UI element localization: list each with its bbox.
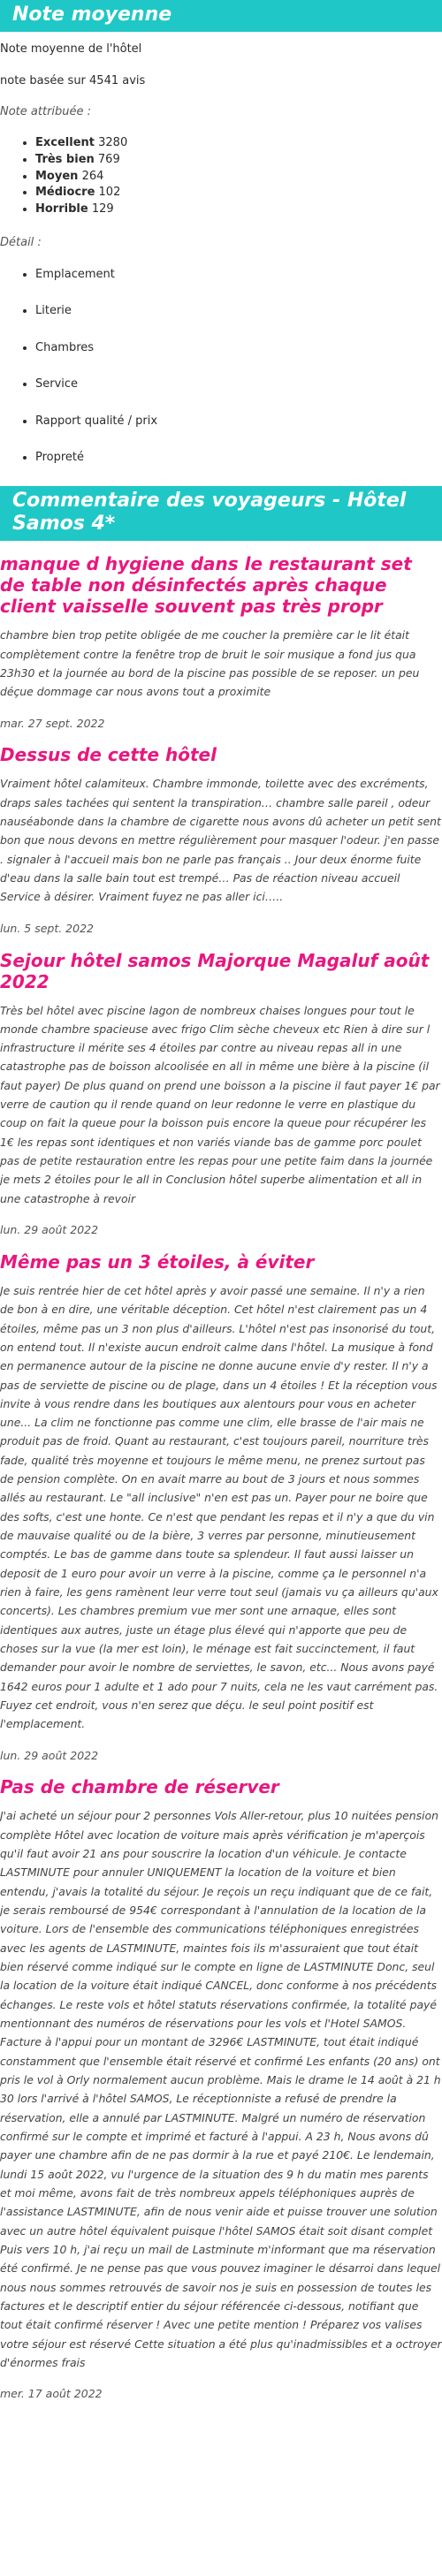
review-item [0, 744, 442, 937]
rating-item [35, 201, 442, 218]
reviews-section-header: Commentaire des voyageurs - Hôtel Samos 4* [0, 486, 442, 542]
rating-count: 264 [81, 169, 104, 183]
detail-item: • Propreté [35, 449, 442, 467]
note-section-header: Note moyenne [0, 0, 442, 32]
rating-count: 129 [91, 202, 114, 217]
rating-item [35, 185, 442, 201]
review-body: Vraiment hôtel calamiteux. Chambre immonde, toilette avec des excréments, draps sales tachées qui sentent la transpiration… chambre salle pareil , odeur nauséabonde dans la chambre de cigarette nous avons dû acheter un petit sent bon que nous devons en mettre régulièrement pour masquer l'odeur. j'en passe . signaler à l'accueil mais bon ne parle pas français .. Jour deux énorme fuite d'eau dans la salle bain tout est trempé… Pas de réaction niveau accueil Service à désirer. Vraiment fuyez ne pas aller ici….. [0, 777, 441, 904]
review-title: manque d hygiene dans le restaurant set de table non désinfectés après chaque client vaisselle souvent pas très propr [0, 553, 412, 618]
review-date: mer. 17 août 2022 [0, 2387, 103, 2401]
rating-label: Très bien [35, 152, 95, 166]
rating-label: Horrible [35, 202, 88, 217]
detail-item: • Service [35, 376, 442, 393]
rating-count: 3280 [98, 135, 128, 149]
review-title: Pas de chambre de réserver [0, 1776, 279, 1798]
review-body: chambre bien trop petite obligée de me coucher la première car le lit était complètement contre la fenêtre trop de bruit le soir musique a fond jus qua 23h30 et la journée au bord de la piscine pas possible de se reposer. un peu déçue dommage car nous avons tout a proximite [0, 628, 420, 699]
detail-label: Détail : [0, 236, 42, 250]
detail-item: • Emplacement [35, 266, 442, 284]
rating-item [35, 152, 442, 169]
review-date: lun. 5 sept. 2022 [0, 921, 94, 935]
review-body: Je suis rentrée hier de cet hôtel après y avoir passé une semaine. Il n'y a rien de bon à en dire, une véritable déception. Cet hôtel n'est clairement pas un 4 étoiles, même pas un 3 non plus d'ailleurs. L'hôtel n'est pas insonorisé du tout, on entend tout. Il n'existe aucun endroit calme dans l'hôtel. La musique à fond en permanence autour de la piscine ne donne aucune envie d'y rester. Il n'y a pas de serviette de piscine ou de plage, dans un 4 étoiles ! Et la réception vous invite à vous rendre dans les boutiques aux alentours pour vous en acheter une... La clim ne fonctionne pas comme une clim, elle brasse de l'air mais ne produit pas de froid. Quant au restaurant, c'est toujours pareil, nourriture très fade, qualité très moyenne et toujours le même menu, ne prenez surtout pas de pension complète. On en avait marre au bout de 3 jours et nous sommes allés au restaurant. Le "all inclusive" n'en est pas un. Payer pour ne boire que des softs, c'est une honte. Ce n'est que pendant les repas et il n'y a que du vin de mauvaise qualité ou de la bière, 3 verres par personne, minutieusement comptés. Le bas de gamme dans toute sa splendeur. Il faut aussi laisser un deposit de 1 euro pour avoir un verre à la piscine, comme ça le personnel n'a rien à faire, les gens ramènent leur verre tout seul (jamais vu ça ailleurs qu'aux concerts). Les chambres premium vue mer sont une arnaque, elles sont identiques aux autres, juste un étage plus élevé qui n'apporte que peu de choses sur la vue (la mer est loin), le ménage est fait succinctement, il faut demander pour avoir le nombre de serviettes, le savon, etc... Nous avons payé 1642 euros pour 1 adulte et 1 ado pour 7 nuits, cela ne les vaut carrément pas. Fuyez cet endroit, vous n'en serez que déçu. le seul point positif est l'emplacement. [0, 1283, 438, 1731]
review-item [0, 553, 442, 732]
rating-item [35, 135, 442, 152]
review-item [0, 950, 442, 1239]
rating-label: Médiocre [35, 186, 95, 200]
review-body: J'ai acheté un séjour pour 2 personnes Vols Aller-retour, plus 10 nuitées pension complète Hôtel avec location de voiture mais après vérification je m'aperçois qu'il faut avoir 21 ans pour souscrire la location d'un véhicule. Je contacte LASTMINUTE pour annuler UNIQUEMENT la location de la voiture et bien entendu, j'avais la totalité du séjour. Je reçois un reçu indiquant que de ce fait, je serais remboursé de 954€ correspondant à l'annulation de la location de la voiture. Lors de l'ensemble des communications téléphoniques enregistrées avec les agents de LASTMINUTE, maintes fois ils m'assuraient que tout était bien réservé comme indiqué sur le compte en ligne de LASTMINUTE Donc, seul la location de la voiture était indiqué CANCEL, donc conforme à nos précédents échanges. Le reste vols et hôtel statuts réservations confirmée, la totalité payé mentionnant des numéros de réservations pour les vols et l'Hotel SAMOS. Facture à l'appui pour un montant de 3296€ LASTMINUTE, tout était indiqué constamment que l'ensemble était réservé et confirmé Les enfants (20 ans) ont pris le vol à Orly normalement aucun problème. Mais le drame le 14 août à 21 h 30 lors l'arrivé à l'hôtel SAMOS, Le réceptionniste a refusé de prendre la réservation, elle a annulé par LASTMINUTE. Malgré un numéro de réservation confirmé sur le compte et imprimé et facturé à l'appui. A 23 h, Nous avons dû payer une chambre afin de ne pas dormir à la rue et payé 210€. Le lendemain, lundi 15 août 2022, vu l'urgence de la situation des 9 h du matin mes parents et moi même, avons fait de très nombreux appels téléphoniques auprès de l'assistance LASTMINUTE, afin de nous venir aide et puisse trouver une solution avec un autre hôtel équivalent puisque l'hôtel SAMOS était soit disant complet Puis vers 10 h, j'ai reçu un mail de Lastminute m'informant que ma réservation été confirmé. Je ne pense pas que vous pouvez imaginer le désarroi dans lequel nous nous sommes retrouvés de savoir nos je suis en possession de toutes les factures et le descriptif entier du séjour référencée ci-dessous, notifiant que tout était confirmé réserver ! Avec une petite mention ! Préparez vos valises votre séjour est réservé Cette situation a été plus qu'inadmissibles et a octroyer d'énormes frais [0, 1809, 442, 2369]
ratings-list [0, 135, 442, 218]
review-date: lun. 29 août 2022 [0, 1223, 99, 1237]
reviews-count: note basée sur 4541 avis [0, 73, 146, 87]
review-title: Sejour hôtel samos Majorque Magaluf août 2022 [0, 949, 430, 992]
rating-item [35, 169, 442, 186]
detail-item: • Rapport qualité / prix [35, 413, 442, 430]
detail-item: • Chambres [35, 339, 442, 357]
rating-label: Moyen [35, 169, 79, 183]
review-item [0, 1251, 442, 1765]
note-block [0, 32, 442, 466]
rating-label: Excellent [35, 135, 95, 149]
attributed-label: Note attribuée : [0, 105, 92, 119]
review-item [0, 1776, 442, 2403]
review-title: Même pas un 3 étoiles, à éviter [0, 1250, 315, 1273]
review-date: lun. 29 août 2022 [0, 1748, 99, 1762]
rating-count: 102 [98, 186, 121, 200]
review-title: Dessus de cette hôtel [0, 744, 217, 766]
rating-count: 769 [97, 152, 120, 166]
reviews-list [0, 553, 442, 2403]
review-body: Très bel hôtel avec piscine lagon de nombreux chaises longues pour tout le monde chambre spacieuse avec frigo Clim sèche cheveux etc Rien à dire sur l infrastructure il mérite ses 4 étoiles par contre au niveau repas all in une catastrophe pas de boisson alcoolisée en all in même une bière à la piscine (il faut payer) De plus quand on prend une boisson a la piscine il faut payer 1€ par verre de caution qu il rende quand on leur redonne le verre en plastique du coup on fait la queue pour la boisson puis encore la queue pour récupérer les 1€ les repas sont identiques et non variés viande bas de gamme porc poulet pas de petite restauration entre les repas pour une petite faim dans la journée je mets 2 étoiles pour le all in Conclusion hôtel superbe alimentation et all in une catastrophe à revoir [0, 1003, 440, 1205]
review-date: mar. 27 sept. 2022 [0, 716, 105, 730]
hotel-rating-title: Note moyenne de l'hôtel [0, 42, 142, 57]
detail-item: • Literie [35, 302, 442, 320]
details-list [0, 266, 442, 467]
